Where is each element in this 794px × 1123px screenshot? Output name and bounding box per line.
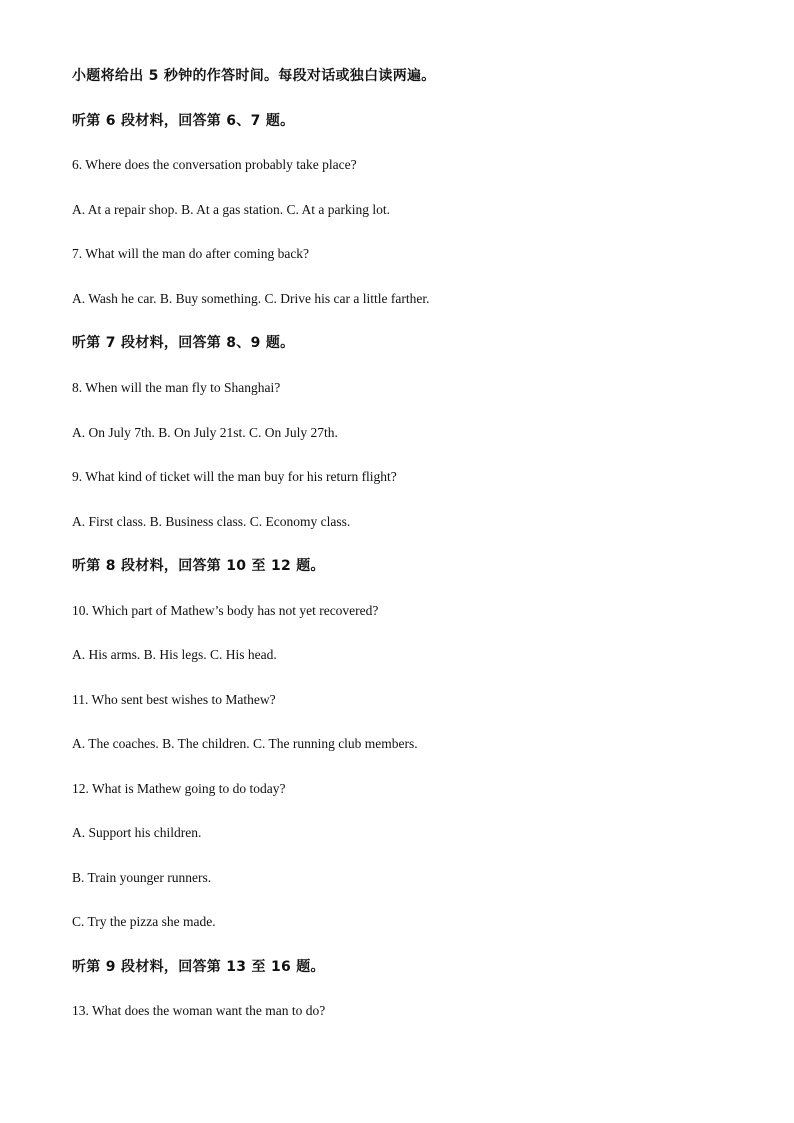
- question-13: 13. What does the woman want the man to do?: [72, 1003, 326, 1018]
- options-7: A. Wash he car. B. Buy something. C. Drive his car a little farther.: [72, 291, 430, 306]
- options-10: A. His arms. B. His legs. C. His head.: [72, 647, 277, 662]
- instruction-text: 小题将给出 5 秒钟的作答时间。每段对话或独白读两遍。: [72, 68, 436, 84]
- section-heading-8: 听第 8 段材料，回答第 10 至 12 题。: [72, 558, 325, 574]
- option-12b: B. Train younger runners.: [72, 870, 212, 885]
- question-11: 11. Who sent best wishes to Mathew?: [72, 692, 276, 707]
- question-9: 9. What kind of ticket will the man buy for his return flight?: [72, 469, 397, 484]
- section-heading-7: 听第 7 段材料，回答第 8、9 题。: [72, 335, 295, 351]
- option-12c: C. Try the pizza she made.: [72, 914, 216, 929]
- options-9: A. First class. B. Business class. C. Economy class.: [72, 514, 351, 529]
- question-12: 12. What is Mathew going to do today?: [72, 781, 286, 796]
- section-heading-9: 听第 9 段材料，回答第 13 至 16 题。: [72, 959, 325, 975]
- question-6: 6. Where does the conversation probably take place?: [72, 157, 357, 172]
- section-heading-6: 听第 6 段材料，回答第 6、7 题。: [72, 113, 295, 129]
- question-8: 8. When will the man fly to Shanghai?: [72, 380, 281, 395]
- options-6: A. At a repair shop. B. At a gas station. C. At a parking lot.: [72, 202, 390, 217]
- options-11: A. The coaches. B. The children. C. The running club members.: [72, 736, 418, 751]
- option-12a: A. Support his children.: [72, 825, 202, 840]
- options-8: A. On July 7th. B. On July 21st. C. On July 27th.: [72, 425, 338, 440]
- question-10: 10. Which part of Mathew’s body has not yet recovered?: [72, 603, 379, 618]
- question-7: 7. What will the man do after coming back?: [72, 246, 310, 261]
